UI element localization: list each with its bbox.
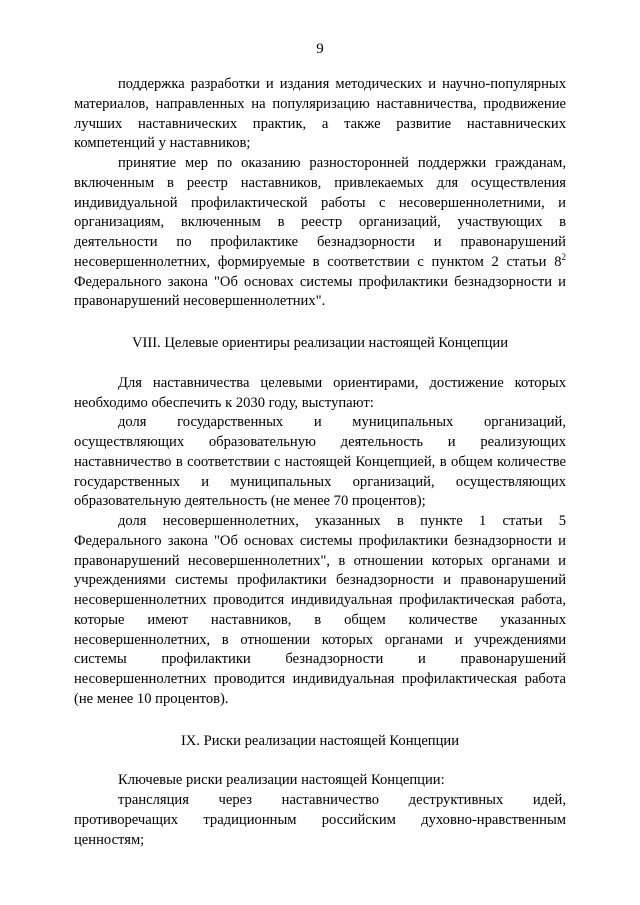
document-body [74,75,566,850]
section-heading-ix: IX. Риски реализации настоящей Концепции [180,732,460,749]
article-superscript: 2 [561,251,566,262]
paragraph-methodical-support: поддержка разработки и издания методических и научно-популярных материалов, направленных на популяризацию наставничества, продвижение лучших наставнических практик, а также развитие наставнических компетенций у наставников; [74,76,566,152]
paragraph-risk-destructive-ideas: трансляция через наставничество деструктивных идей, противоречащих традиционным российским духовно-нравственным ценностям; [74,792,566,848]
paragraph-support-measures-text: принятие мер по оказанию разносторонней поддержки гражданам, включенным в реестр наставников, привлекаемых для осуществления индивидуальной профилактической работы с несовершеннолетними, и организациям, включенным в реестр организаций, участвующих в деятельности по профилактике безнадзорности и правонарушений несовершеннолетних, формируемые в соответствии с пунктом 2 статьи 8 [74,155,566,270]
page-number: 9 [316,41,324,57]
paragraph-target-organizations: доля государственных и муниципальных организаций, осуществляющих образовательную деятельность и реализующих наставничество в соответствии с настоящей Концепцией, в общем количестве государственных и муниципальных организаций, осуществляющих образовательную деятельность (не менее 70 процентов); [74,414,566,510]
paragraph-targets-intro: Для наставничества целевыми ориентирами, достижение которых необходимо обеспечить к 2030 году, выступают: [74,374,566,411]
paragraph-support-measures-tail: Федерального закона "Об основах системы профилактики безнадзорности и правонарушений несовершеннолетних". [74,273,566,310]
paragraph-risks-intro: Ключевые риски реализации настоящей Концепции: [118,772,445,789]
paragraph-support-measures [74,154,566,312]
paragraph-target-minors: доля несовершеннолетних, указанных в пункте 1 статьи 5 Федерального закона "Об основах системы профилактики безнадзорности и правонарушений несовершеннолетних", в отношении которых органами и учреждениями системы профилактики безнадзорности и правонарушений несовершеннолетних проводится индивидуальная профилактическая работа, которые имеют наставников, в общем количестве указанных несовершеннолетних, в отношении которых органами и учреждениями системы профилактики безнадзорности и правонарушений несовершеннолетних проводится индивидуальная профилактическая работа (не менее 10 процентов). [74,513,566,707]
section-heading-viii: VIII. Целевые ориентиры реализации настоящей Концепции [131,335,509,351]
